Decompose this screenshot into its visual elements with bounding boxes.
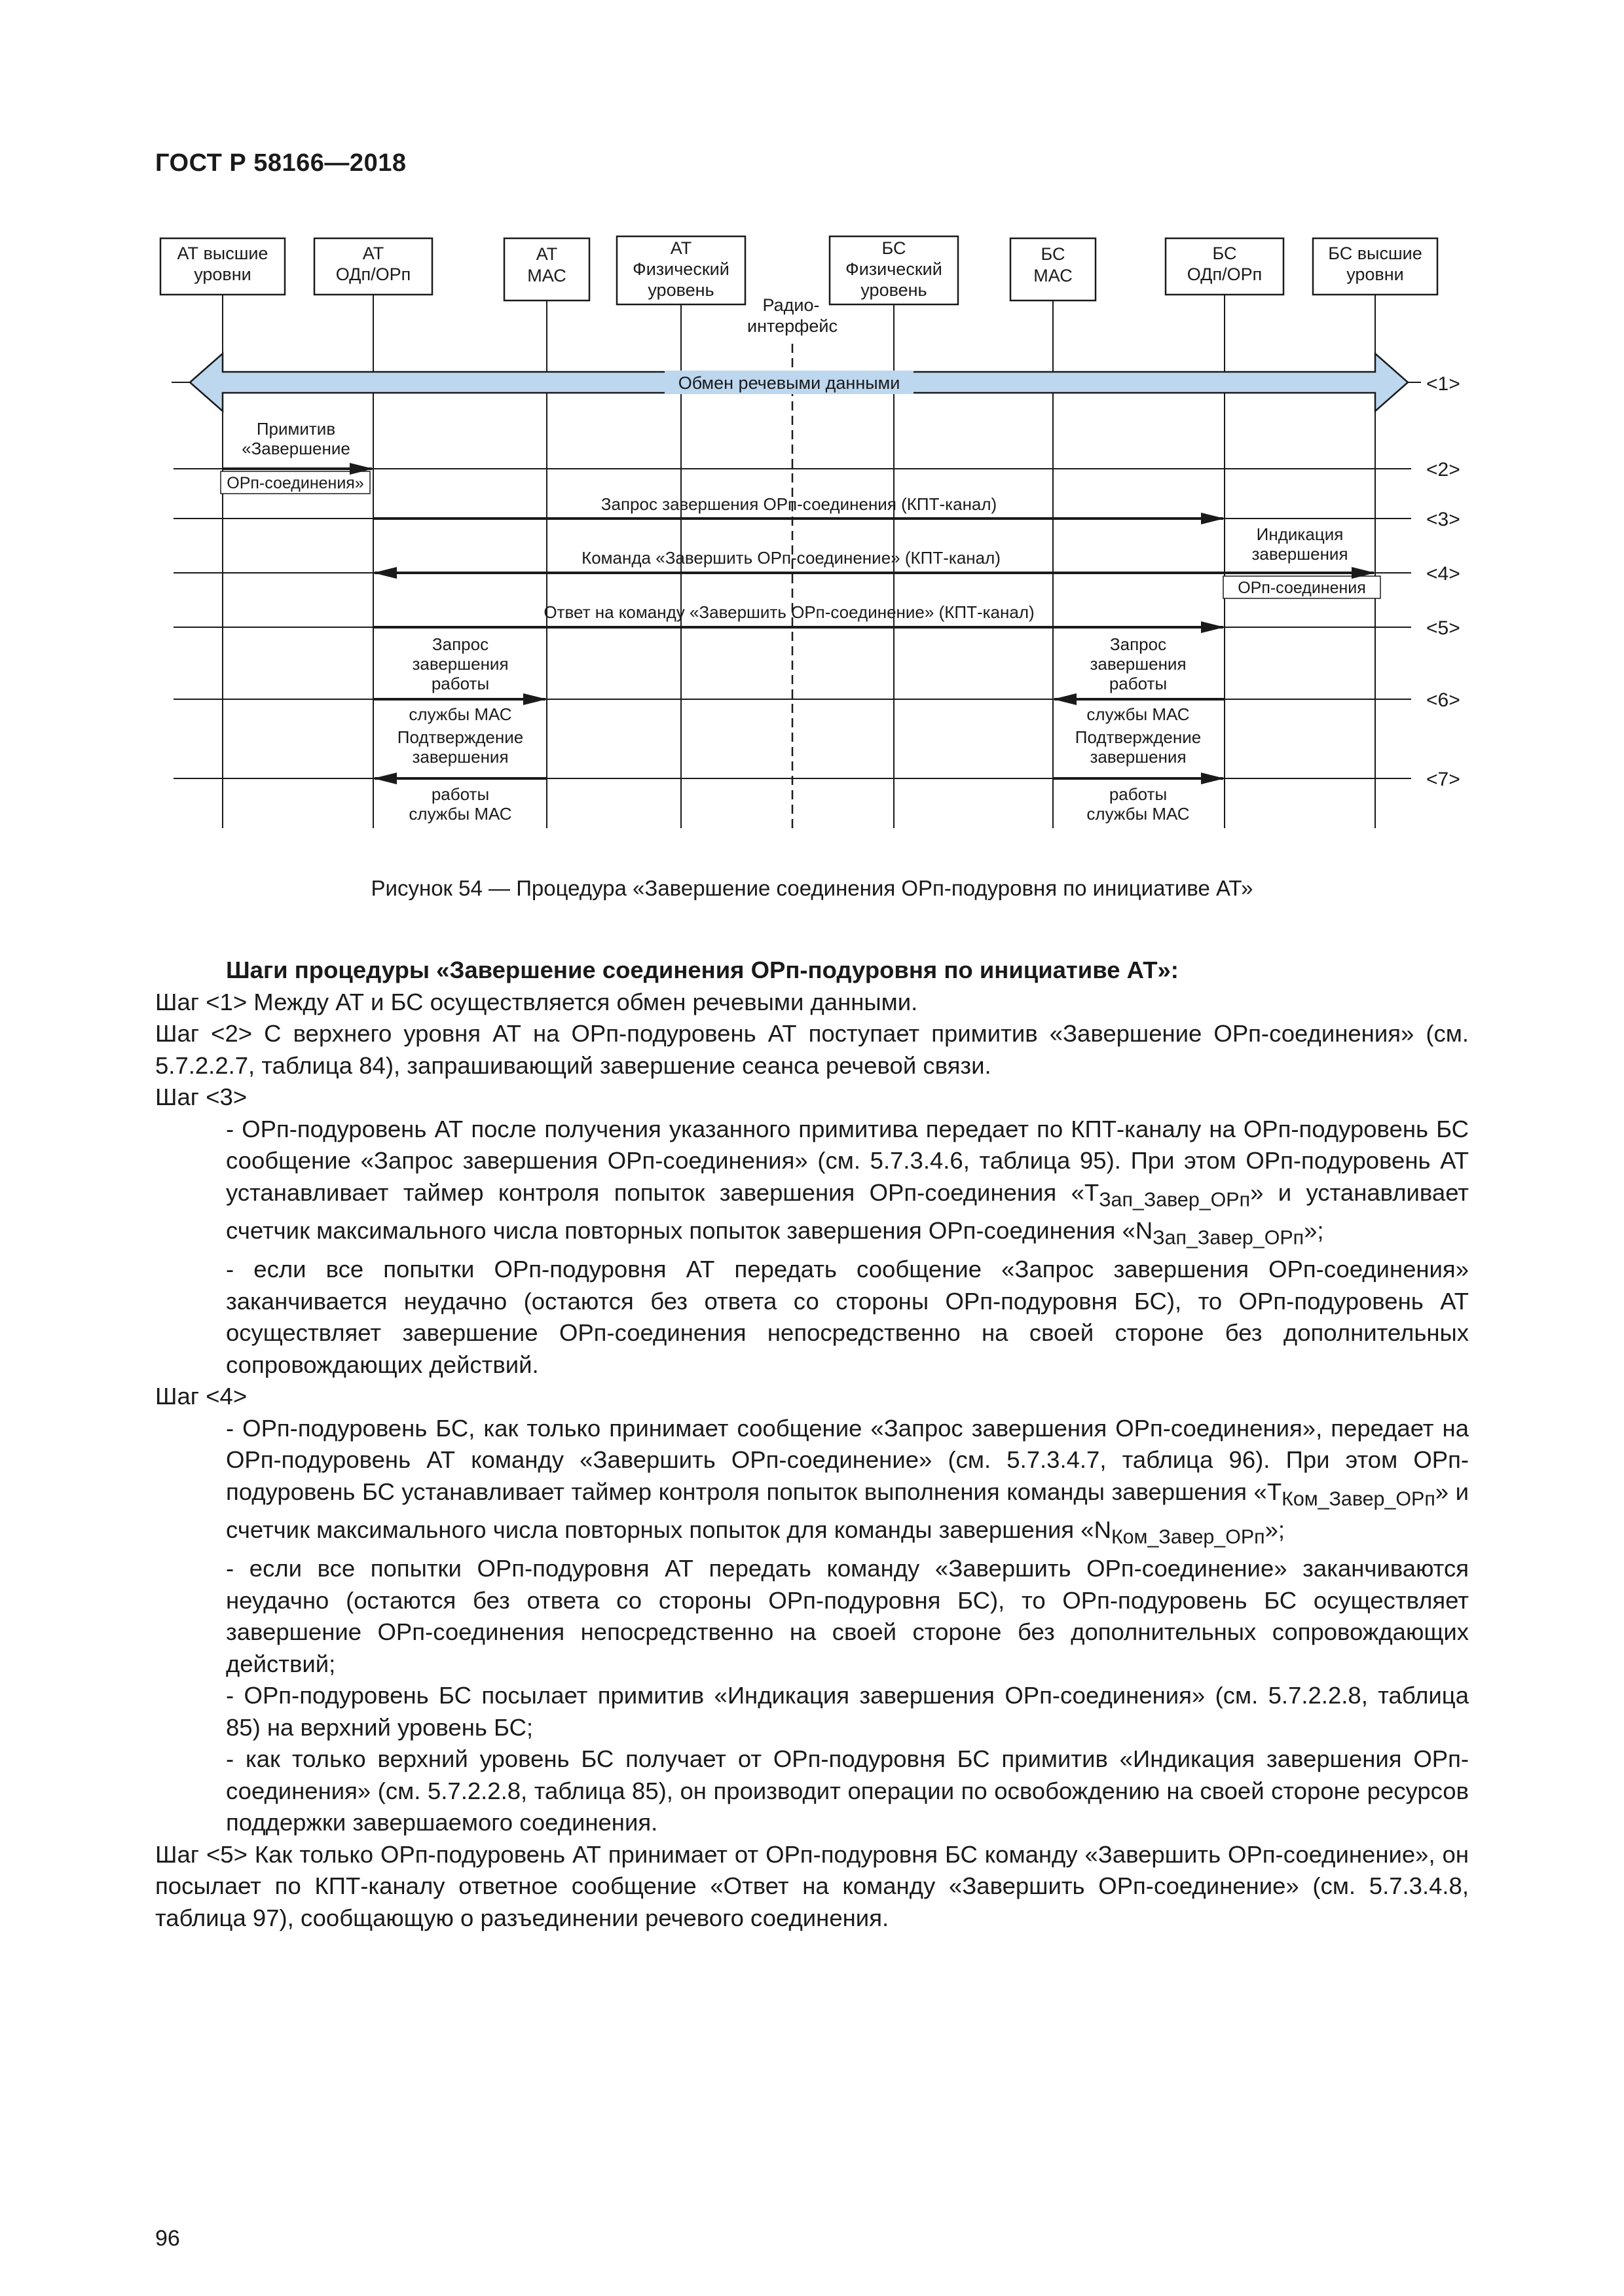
indication-label: завершения [1251,544,1348,564]
entity-label: АТ высшие [177,244,268,263]
entity-label: МАС [1033,266,1073,285]
mac-request-label: службы МАС [409,704,512,724]
step-label: <4> [1426,563,1460,585]
step-label: <3> [1426,509,1460,530]
mac-confirm-label: работы [431,784,490,804]
step-label: <5> [1426,617,1460,639]
step-paragraph: Шаг <2> С верхнего уровня АТ на ОРп-подуровень АТ поступает примитив «Завершение ОРп-соединения» (см. 5.7.2.2.7, таблица 84), запрашивающий завершение сеанса речевой связи. [155,1020,1469,1079]
bullet-text: » и устанавливает счетчик максимального числа повторных попыток завершения ОРп-соединения «N [226,1178,1469,1245]
step-heading: Шаг <4> [155,1383,248,1410]
message-label: Ответ на команду «Завершить ОРп-соединение» (КПТ-канал) [544,602,1035,622]
data-exchange-label: Обмен речевыми данными [678,373,900,393]
step-bullet: - ОРп-подуровень БС посылает примитив «Индикация завершения ОРп-соединения» (см. 5.7.2.2.8, таблица 85) на верхний уровень БС; [226,1682,1469,1741]
entity-label: МАС [527,266,566,285]
entity-label: БС [881,238,906,258]
mac-confirm-label: завершения [1090,747,1187,767]
step-bullet [155,1114,1469,1254]
mac-request-label: работы [1109,674,1168,693]
entity-label: БС [1041,244,1065,264]
mac-confirm-label: Подтверждение [1075,727,1202,747]
mac-confirm-label: работы [1109,784,1168,804]
primitive-label: Примитив [256,419,336,439]
bullet-text: »; [1304,1217,1324,1245]
message-label: Запрос завершения ОРп-соединения (КПТ-канал) [600,494,997,514]
step-label: <6> [1426,689,1460,711]
figure-caption: Рисунок 54 — Процедура «Завершение соединения ОРп-подуровня по инициативе АТ» [371,876,1253,900]
subscript: Зап_Завер_ОРп [1099,1188,1251,1211]
mac-request-label: завершения [412,654,509,674]
mac-request-label: Запрос [1109,634,1167,654]
mac-confirm-label: службы МАС [1086,804,1190,824]
entity-label: Физический [633,259,729,279]
mac-request-label: службы МАС [1086,704,1190,724]
indication-label: Индикация [1256,524,1344,544]
steps-title: Шаги процедуры «Завершение соединения ОРп-подуровня по инициативе АТ»: [226,957,1179,983]
step-bullet [155,1413,1469,1554]
subscript: Ком_Завер_ОРп [1111,1525,1265,1548]
entity-label: ОДп/ОРп [335,264,411,284]
entity-label: уровень [648,280,714,300]
air-interface-label: Радио- [762,295,820,315]
entity-label: АТ [536,244,558,264]
entity-label: уровень [860,280,927,300]
indication-label: ОРп-соединения [1238,579,1366,597]
entity-label: БС высшие [1328,244,1422,263]
step-label: <7> [1426,769,1460,790]
step-paragraph: Шаг <5> Как только ОРп-подуровень АТ принимает от ОРп-подуровня БС команду «Завершить ОРп-соединение», он посылает по КПТ-каналу ответное сообщение «Ответ на команду «Завершить ОРп-соединение» (см. 5.7.3.4.8, таблица 97), сообщающую о разъединении речевого соединения. [155,1840,1469,1931]
entity-label: ОДп/ОРп [1187,264,1263,284]
entity-label: АТ [670,238,692,258]
entity-label: уровни [194,264,251,284]
subscript: Ком_Завер_ОРп [1282,1487,1435,1510]
entity-label: БС [1212,244,1237,263]
bullet-text: - ОРп-подуровень АТ после получения указанного примитива передает по КПТ-каналу на ОРп-подуровень БС сообщение «Запрос завершения ОРп-соединения» (см. 5.7.3.4.6, таблица 95). При этом ОРп-подуровень АТ устанавливает таймер контроля попыток завершения ОРп-соединения «T [226,1115,1469,1206]
step-label: <1> [1426,373,1460,395]
step-bullet: - если все попытки ОРп-подуровня АТ передать сообщение «Запрос завершения ОРп-соединения» заканчивается неудачно (остаются без ответа со стороны ОРп-подуровня БС), то ОРп-подуровень АТ осуществляет завершение ОРп-соединения непосредственно на своей стороне без дополнительных сопровождающих действий. [226,1256,1469,1378]
message-label: Команда «Завершить ОРп-соединение» (КПТ-канал) [581,548,1001,568]
step-bullet: - как только верхний уровень БС получает от ОРп-подуровня БС примитив «Индикация завершения ОРп-соединения» (см. 5.7.2.2.8, таблица 85), он производит операции по освобождению на своей стороне ресурсов поддержки завершаемого соединения. [226,1745,1469,1836]
mac-request-label: работы [431,674,490,693]
mac-request-label: завершения [1090,654,1187,674]
sequence-diagram [0,0,1624,871]
mac-confirm-label: службы МАС [409,804,512,824]
entity-label: Физический [845,259,942,279]
body-text [155,955,1469,1934]
bullet-text: »; [1264,1516,1285,1544]
document-header: ГОСТ Р 58166—2018 [155,149,407,177]
step-bullet: - если все попытки ОРп-подуровня АТ передать команду «Завершить ОРп-соединение» заканчиваются неудачно (остаются без ответа со стороны ОРп-подуровня БС), то ОРп-подуровень БС осуществляет завершение ОРп-соединения непосредственно на своей стороне без дополнительных сопровождающих действий; [226,1555,1469,1677]
subscript: Зап_Завер_ОРп [1153,1226,1304,1249]
step-heading: Шаг <3> [155,1084,248,1110]
air-interface-label: интерфейс [747,316,838,336]
entity-label: уровни [1346,264,1404,284]
bullet-text: - ОРп-подуровень БС, как только принимает сообщение «Запрос завершения ОРп-соединения», передает на ОРп-подуровень АТ команду «Завершить ОРп-соединение» (см. 5.7.3.4.7, таблица 96). При этом ОРп-подуровень БС устанавливает таймер контроля попыток выполнения команды завершения «T [226,1414,1469,1505]
step-label: <2> [1426,459,1460,481]
step-paragraph: Шаг <1> Между АТ и БС осуществляется обмен речевыми данными. [155,988,918,1015]
mac-confirm-label: завершения [412,747,509,767]
mac-confirm-label: Подтверждение [397,727,524,747]
primitive-label: «Завершение [242,439,350,458]
primitive-label: ОРп-соединения» [227,474,364,492]
bullet-text: » и счетчик максимального числа повторных попыток для команды завершения «N [226,1478,1469,1544]
mac-request-label: Запрос [432,634,489,654]
entity-label: АТ [362,244,384,263]
page-number: 96 [155,2226,180,2251]
